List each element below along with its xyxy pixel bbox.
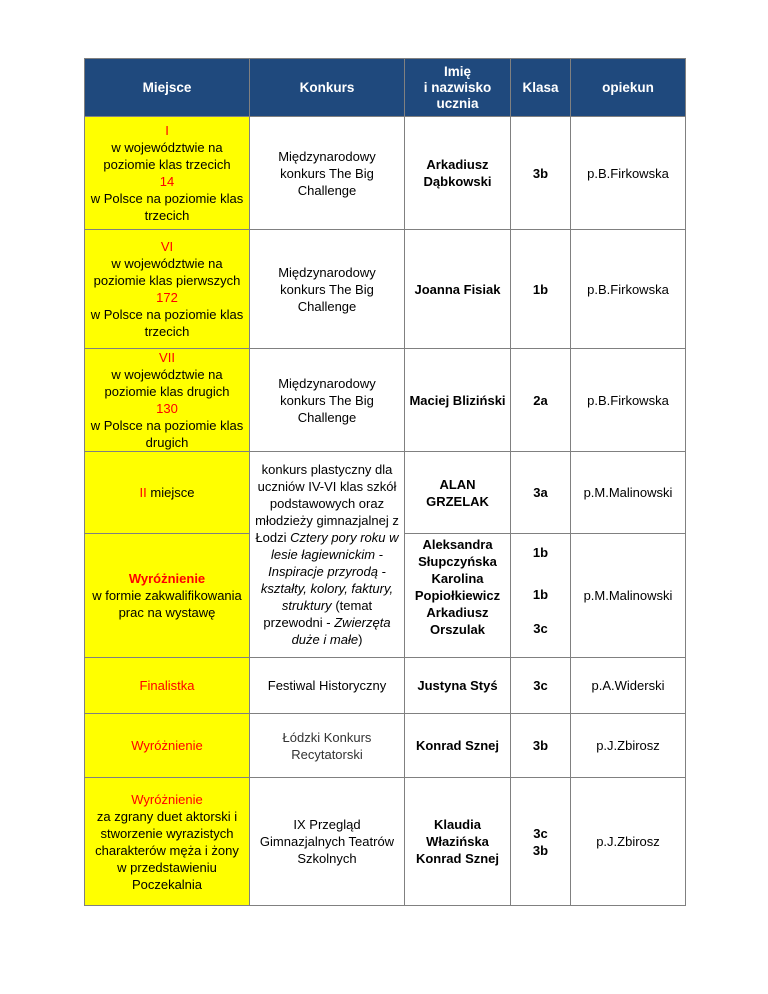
student-name: Słupczyńska (418, 554, 497, 569)
tutor-cell: p.B.Firkowska (571, 117, 686, 230)
place-rank: VII (159, 350, 175, 365)
place-rank: II (139, 485, 147, 500)
place-title: Wyróżnienie (128, 571, 206, 586)
table-row (85, 349, 686, 452)
header-contest: Konkurs (250, 59, 405, 117)
place-cell (85, 534, 250, 658)
tutor-cell: p.M.Malinowski (571, 534, 686, 658)
place-rank: VI (160, 239, 174, 254)
table-row (85, 230, 686, 349)
place-word: miejsce (150, 485, 195, 500)
contest-cell (250, 452, 405, 658)
student-name: Włazińska (426, 834, 489, 849)
tutor-cell: p.J.Zbirosz (571, 778, 686, 906)
place-desc: w województwie na poziomie klas pierwszych (93, 256, 241, 288)
student-name: Konrad Sznej (415, 851, 500, 866)
place-cell: Finalistka (85, 658, 250, 714)
place-desc: w województwie na poziomie klas trzecich (103, 140, 231, 172)
contest-cell: Międzynarodowy konkurs The Big Challenge (250, 349, 405, 452)
place-desc: za zgrany duet aktorski i stworzenie wyrazistych charakterów męża i żony w przedstawieniu Poczekalnia (95, 808, 239, 892)
student-cell (405, 778, 511, 906)
awards-table (84, 58, 686, 906)
place-desc: w województwie na poziomie klas drugich (104, 367, 230, 399)
class-cell: 1b (511, 230, 571, 349)
header-row (85, 59, 686, 117)
tutor-cell: p.A.Widerski (571, 658, 686, 714)
class-cell (511, 534, 571, 658)
contest-theme-open: (temat przewodni - (263, 598, 373, 630)
student-cell: Joanna Fisiak (405, 230, 511, 349)
place-cell (85, 349, 250, 452)
place-desc-national: w Polsce na poziomie klas trzecich (90, 307, 244, 339)
tutor-cell: p.J.Zbirosz (571, 714, 686, 778)
student-cell: Justyna Styś (405, 658, 511, 714)
place-cell (85, 230, 250, 349)
place-rank-national: 130 (156, 401, 178, 416)
contest-desc: konkurs plastyczny dla uczniów IV-VI klas szkół podstawowych oraz młodzieży gimnazjalnej z Łodzi (255, 462, 399, 545)
student-name: Karolina (431, 571, 484, 586)
student-cell (405, 534, 511, 658)
table-row (85, 778, 686, 906)
place-rank-national: 14 (159, 174, 175, 189)
contest-cell: Międzynarodowy konkurs The Big Challenge (250, 117, 405, 230)
tutor-cell: p.B.Firkowska (571, 349, 686, 452)
student-name: Popiołkiewicz (414, 588, 501, 603)
header-student: Imię i nazwisko ucznia (405, 59, 511, 117)
header-class: Klasa (511, 59, 571, 117)
contest-cell: IX Przegląd Gimnazjalnych Teatrów Szkolnych (250, 778, 405, 906)
table-row (85, 658, 686, 714)
header-tutor: opiekun (571, 59, 686, 117)
table-row (85, 452, 686, 534)
place-rank-national: 172 (156, 290, 178, 305)
place-title: Wyróżnienie (131, 791, 203, 807)
place-cell (85, 778, 250, 906)
class-value: 3c (533, 825, 548, 841)
place-desc-national: w Polsce na poziomie klas trzecich (90, 191, 244, 223)
class-cell: 3b (511, 714, 571, 778)
contest-cell: Łódzki Konkurs Recytatorski (250, 714, 405, 778)
student-name: Klaudia (434, 817, 481, 832)
place-rank: I (165, 123, 169, 138)
tutor-cell: p.M.Malinowski (571, 452, 686, 534)
student-cell: Konrad Sznej (405, 714, 511, 778)
header-place: Miejsce (85, 59, 250, 117)
contest-theme-close: ) (358, 632, 363, 647)
student-cell: Arkadiusz Dąbkowski (405, 117, 511, 230)
student-cell: ALAN GRZELAK (405, 452, 511, 534)
table-row (85, 117, 686, 230)
class-cell: 3a (511, 452, 571, 534)
place-cell (85, 117, 250, 230)
student-name: Arkadiusz (426, 605, 489, 620)
tutor-cell: p.B.Firkowska (571, 230, 686, 349)
contest-theme: Zwierzęta duże i małe (291, 615, 391, 647)
student-name: Orszulak (430, 622, 485, 637)
class-value: 1b (532, 545, 549, 560)
place-cell: Wyróżnienie (85, 714, 250, 778)
contest-title: Cztery pory roku w lesie łagiewnickim - Inspiracje przyrodą - kształty, kolory, faktury, struktury (260, 530, 399, 613)
place-cell (85, 452, 250, 534)
class-cell: 3b (511, 117, 571, 230)
class-cell: 2a (511, 349, 571, 452)
class-value: 3c (533, 621, 548, 636)
contest-cell: Festiwal Historyczny (250, 658, 405, 714)
class-cell: 3c (511, 658, 571, 714)
table-row (85, 714, 686, 778)
contest-cell: Międzynarodowy konkurs The Big Challenge (250, 230, 405, 349)
place-desc: w formie zakwalifikowania prac na wystawę (92, 588, 242, 620)
class-value: 1b (532, 587, 549, 602)
class-value: 3b (532, 842, 549, 858)
class-cell (511, 778, 571, 906)
student-cell: Maciej Bliziński (405, 349, 511, 452)
student-name: Aleksandra (422, 537, 493, 552)
place-desc-national: w Polsce na poziomie klas drugich (90, 418, 244, 450)
